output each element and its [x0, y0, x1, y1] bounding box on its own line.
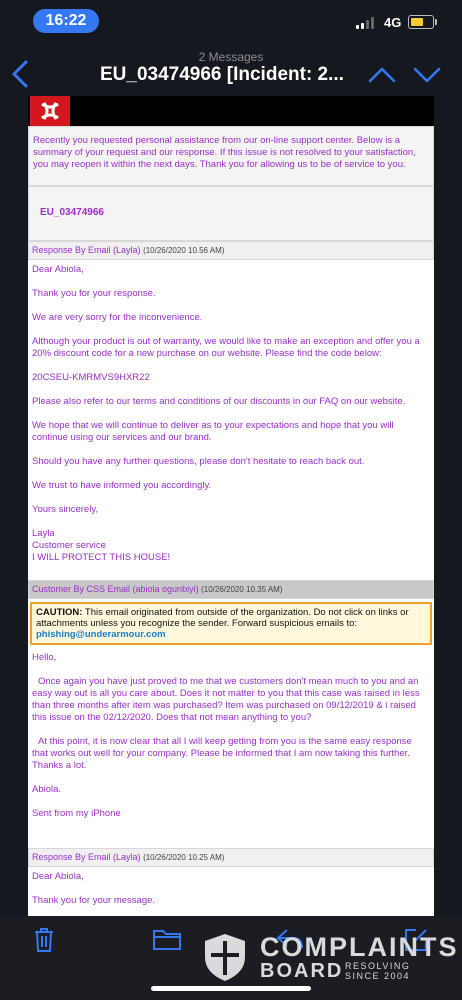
brand-banner [28, 96, 434, 126]
paragraph: Once again you have just proved to me that we customers don't mean much to you and an easy way out is all you care about. Does it not matter to you that this case was raised in less than three months after item was purchased? Item was purchased on 09/12/2019 & i raised this issue on the 02/12/2020. Does that not mean anything to you? [32, 676, 420, 723]
watermark-tagline [345, 961, 410, 981]
case-id: EU_03474966 [28, 186, 434, 241]
mail-navbar [0, 44, 462, 96]
caution-text: This email originated from outside of the organization. Do not click on links or attachments unless you recognize the sender. Forward suspicious emails to: [36, 607, 409, 629]
customer-body [28, 648, 434, 848]
signature-line: Layla [32, 528, 55, 539]
folder-icon[interactable] [152, 926, 182, 952]
customer-header [28, 580, 434, 599]
signature-line: I WILL PROTECT THIS HOUSE! [32, 552, 171, 563]
caution-label: CAUTION: [36, 607, 83, 618]
paragraph: Thank you for your response. [32, 288, 156, 299]
shield-icon [200, 931, 250, 983]
response-header [28, 848, 434, 867]
paragraph: We hope that we will continue to deliver as to your expectations and hope that you will continue using our services and our brand. [32, 420, 394, 443]
back-chevron-icon[interactable] [8, 59, 34, 89]
watermark-tag1: RESOLVING [345, 961, 411, 971]
paragraph: At this point, it is now clear that all I will keep getting from you is the same easy response that works out well for your company. Please be informed that I am now taking this further. Thanks a lot. [32, 736, 412, 771]
trash-icon[interactable] [32, 926, 56, 954]
discount-code: 20CSEU-KMRMVS9HXR22 [32, 372, 150, 383]
caution-banner [30, 602, 432, 645]
previous-message-icon[interactable] [367, 64, 397, 86]
home-indicator[interactable] [151, 986, 311, 991]
paragraph: Hello, [32, 652, 57, 663]
intro-text: Recently you requested personal assistance from our on-line support center. Below is a summary of your request and our response. If this issue is not resolved to your satisfaction, you may reopen it within the next days. Thank you for allowing us to be of service to you. [28, 126, 434, 186]
customer-date: (10/26/2020 10.35 AM) [201, 585, 283, 594]
battery-icon [408, 15, 434, 29]
phishing-email-link[interactable]: phishing@underarmour.com [36, 629, 166, 640]
paragraph: Sent from my iPhone [32, 808, 121, 819]
paragraph: Dear Abiola, [32, 264, 84, 275]
signature-line: Customer service [32, 540, 106, 551]
watermark-line2: BOARD [260, 960, 344, 982]
paragraph: We trust to have informed you accordingly. [32, 480, 212, 491]
watermark-tag2: SINCE 2004 [345, 971, 411, 981]
signal-icon [356, 17, 378, 29]
response-author: Response By Email (Layla) [32, 852, 141, 862]
email-subject: EU_03474966 [Incident: 2... [100, 64, 344, 85]
paragraph: Please also refer to our terms and conditions of our discounts in our FAQ on our website. [32, 396, 406, 407]
next-message-icon[interactable] [412, 64, 442, 86]
message-count: 2 Messages [198, 50, 264, 64]
paragraph: Abiola. [32, 784, 62, 795]
response-body [28, 260, 434, 580]
paragraph: Dear Abiola, [32, 871, 84, 882]
status-bar [0, 0, 462, 44]
network-label: 4G [384, 15, 402, 30]
response-header [28, 241, 434, 260]
under-armour-logo [30, 96, 70, 126]
paragraph: Thank you for your message. [32, 895, 156, 906]
complaints-board-watermark [200, 931, 459, 983]
response-date: (10/26/2020 10.56 AM) [143, 246, 225, 255]
email-content [28, 96, 434, 916]
paragraph: Yours sincerely, [32, 504, 99, 515]
paragraph: Should you have any further questions, please don't hesitate to reach back out. [32, 456, 365, 467]
watermark-line1: COMPLAINTS [260, 932, 459, 962]
response-date: (10/26/2020 10.25 AM) [143, 853, 225, 862]
customer-author: Customer By CSS Email (abiola ogunbiyi) [32, 584, 199, 594]
status-time: 16:22 [33, 9, 99, 33]
response-author: Response By Email (Layla) [32, 245, 141, 255]
paragraph: Although your product is out of warranty, we would like to make an exception and offer you a 20% discount code for a new purchase on our website. Please find the code below: [32, 336, 420, 359]
paragraph: We are very sorry for the inconvenience. [32, 312, 203, 323]
